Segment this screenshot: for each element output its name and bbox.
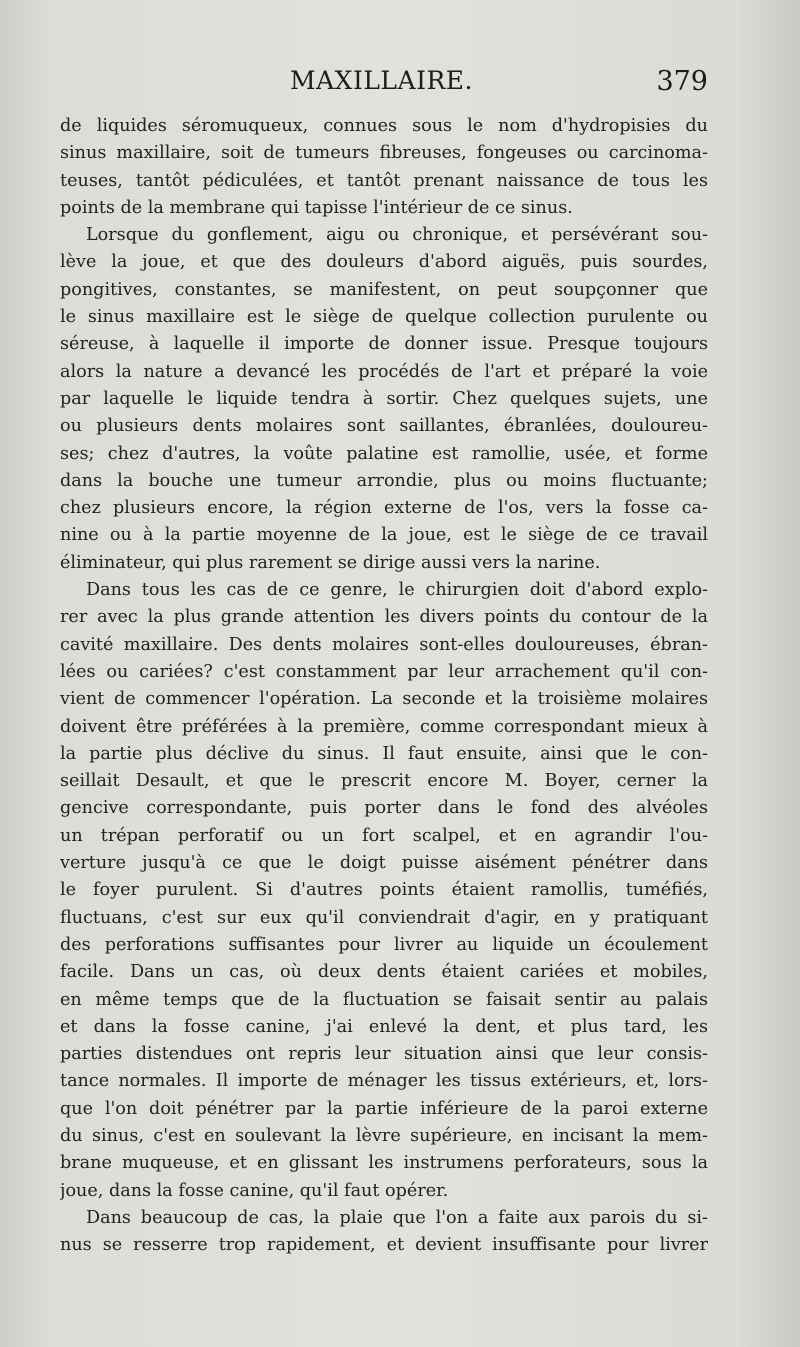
text-line: le sinus maxillaire est le siège de quelque collection purulente ou <box>60 307 708 328</box>
text-line: en même temps que de la fluctuation se faisait sentir au palais <box>60 989 708 1010</box>
text-line: nus se resserre trop rapidement, et devient insuffisante pour livrer <box>60 1235 708 1256</box>
text-line: doivent être préférées à la première, comme correspondant mieux à <box>60 716 708 737</box>
text-line: rer avec la plus grande attention les divers points du contour de la <box>60 607 708 628</box>
text-line: gencive correspondante, puis porter dans le fond des alvéoles <box>60 798 708 819</box>
text-line: pongitives, constantes, se manifestent, on peut soupçonner que <box>60 279 708 300</box>
text-line: le foyer purulent. Si d'autres points étaient ramollis, tuméfiés, <box>60 880 708 901</box>
text-line: Dans tous les cas de ce genre, le chirurgien doit d'abord explo- <box>86 580 708 601</box>
text-line: sinus maxillaire, soit de tumeurs fibreuses, fongeuses ou carcinoma- <box>60 143 708 164</box>
text-line: du sinus, c'est en soulevant la lèvre supérieure, en incisant la mem- <box>60 1125 708 1146</box>
page-header <box>60 66 708 106</box>
text-line: parties distendues ont repris leur situation ainsi que leur consis- <box>60 1044 708 1065</box>
text-line: teuses, tantôt pédiculées, et tantôt prenant naissance de tous les <box>60 170 708 191</box>
text-line: seillait Desault, et que le prescrit encore M. Boyer, cerner la <box>60 771 708 792</box>
text-line: lées ou cariées? c'est constamment par leur arrachement qu'il con- <box>60 661 708 682</box>
text-line: Dans beaucoup de cas, la plaie que l'on a faite aux parois du si- <box>86 1207 708 1228</box>
text-line: joue, dans la fosse canine, qu'il faut opérer. <box>60 1180 449 1201</box>
text-line: dans la bouche une tumeur arrondie, plus ou moins fluctuante; <box>60 470 708 491</box>
text-line: éliminateur, qui plus rarement se dirige aussi vers la narine. <box>60 552 601 573</box>
text-line: séreuse, à laquelle il importe de donner issue. Presque toujours <box>60 334 708 355</box>
page-number: 379 <box>656 66 708 97</box>
text-line: vient de commencer l'opération. La seconde et la troisième molaires <box>60 689 708 710</box>
text-line: Lorsque du gonflement, aigu ou chronique, et persévérant sou- <box>86 225 708 246</box>
text-line: la partie plus déclive du sinus. Il faut ensuite, ainsi que le con- <box>60 743 708 764</box>
text-line: des perforations suffisantes pour livrer au liquide un écoulement <box>60 934 708 955</box>
text-line: et dans la fosse canine, j'ai enlevé la dent, et plus tard, les <box>60 1016 708 1037</box>
text-line: chez plusieurs encore, la région externe de l'os, vers la fosse ca- <box>60 498 708 519</box>
text-line: facile. Dans un cas, où deux dents étaient cariées et mobiles, <box>60 962 708 983</box>
text-line: verture jusqu'à ce que le doigt puisse aisément pénétrer dans <box>60 853 708 874</box>
text-line: nine ou à la partie moyenne de la joue, est le siège de ce travail <box>60 525 708 546</box>
body-text <box>60 113 708 1259</box>
text-line: points de la membrane qui tapisse l'intérieur de ce sinus. <box>60 197 573 218</box>
text-line: ses; chez d'autres, la voûte palatine est ramollie, usée, et forme <box>60 443 708 464</box>
text-line: un trépan perforatif ou un fort scalpel, et en agrandir l'ou- <box>60 825 708 846</box>
text-line: cavité maxillaire. Des dents molaires sont-elles douloureuses, ébran- <box>60 634 708 655</box>
running-title: MAXILLAIRE. <box>290 66 473 95</box>
text-line: tance normales. Il importe de ménager les tissus extérieurs, et, lors- <box>60 1071 708 1092</box>
text-line: lève la joue, et que des douleurs d'abord aiguës, puis sourdes, <box>60 252 708 273</box>
text-line: alors la nature a devancé les procédés de l'art et préparé la voie <box>60 361 708 382</box>
text-line: fluctuans, c'est sur eux qu'il conviendrait d'agir, en y pratiquant <box>60 907 708 928</box>
text-line: de liquides séromuqueux, connues sous le nom d'hydropisies du <box>60 116 708 136</box>
text-line: par laquelle le liquide tendra à sortir. Chez quelques sujets, une <box>60 388 708 409</box>
text-line: brane muqueuse, et en glissant les instrumens perforateurs, sous la <box>60 1153 708 1174</box>
text-line: que l'on doit pénétrer par la partie inférieure de la paroi externe <box>60 1098 708 1119</box>
text-line: ou plusieurs dents molaires sont saillantes, ébranlées, douloureu- <box>60 416 708 437</box>
